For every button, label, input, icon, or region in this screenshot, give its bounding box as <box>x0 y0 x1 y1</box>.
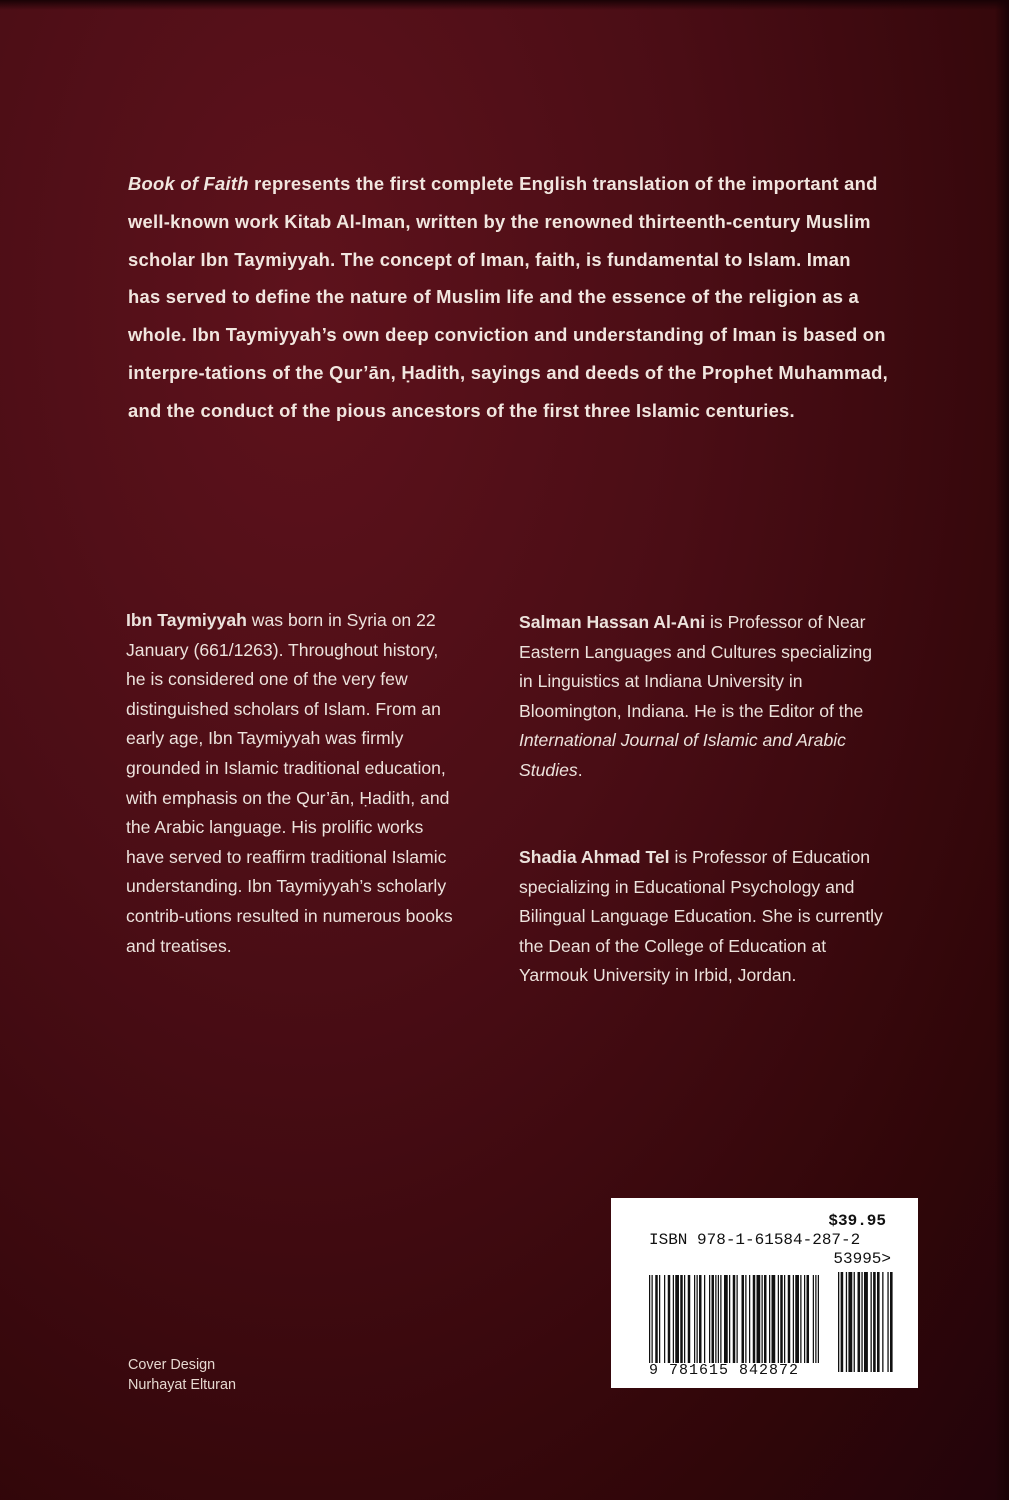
salman-al-ani-bio <box>519 608 889 786</box>
isbn-text: ISBN 978-1-61584-287-2 <box>649 1231 861 1249</box>
book-title-italic: Book of Faith <box>128 173 249 194</box>
top-edge-shadow <box>0 0 1009 10</box>
price-text: $39.95 <box>828 1212 886 1230</box>
book-description <box>128 165 888 430</box>
barcode-digits: 9 781615 842872 <box>649 1362 800 1379</box>
salman-al-ani-bio-text: is Professor of Near Eastern Languages and Cultures specializing in Linguistics at Indiana University in Bloomington, Indiana. He is the Editor of the <box>519 612 873 721</box>
shadia-tel-bio-text: is Professor of Education specializing in Educational Psychology and Bilingual Language Education. She is currently the Dean of the College of Education at Yarmouk University in Irbid, Jordan. <box>519 847 883 986</box>
ibn-taymiyyah-bio-text: was born in Syria on 22 January (661/1263). Throughout history, he is considered one of the very few distinguished scholars of Islam. From an early age, Ibn Taymiyyah was firmly grounded in Islamic traditional education, with emphasis on the Qur’ān, Ḥadith, and the Arabic language. His prolific works have served to reaffirm traditional Islamic understanding. Ibn Taymiyyah’s scholarly contrib-utions resulted in numerous books and treatises. <box>126 610 453 956</box>
book-description-text: represents the first complete English translation of the important and well-known work Kitab Al-Iman, written by the renowned thirteenth-century Muslim scholar Ibn Taymiyyah. The concept of Iman, faith, is fundamental to Islam. Iman has served to define the nature of Muslim life and the essence of the religion as a whole. Ibn Taymiyyah’s own deep conviction and understanding of Iman is based on interpre-tations of the Qur’ān, Ḥadith, sayings and deeds of the Prophet Muhammad, and the conduct of the pious ancestors of the first three Islamic centuries. <box>128 173 888 421</box>
cover-design-credit <box>128 1355 236 1395</box>
addon-barcode-icon <box>838 1272 908 1372</box>
ean-barcode-icon <box>649 1275 829 1363</box>
shadia-tel-bio <box>519 843 889 991</box>
salman-al-ani-name: Salman Hassan Al-Ani <box>519 612 706 632</box>
right-edge-shadow <box>995 0 1009 1500</box>
barcode-label <box>611 1198 918 1388</box>
salman-al-ani-bio-end: . <box>577 759 583 780</box>
credit-designer-name: Nurhayat Elturan <box>128 1377 236 1393</box>
journal-title-italic: International Journal of Islamic and Arabic Studies <box>519 730 846 780</box>
credit-label: Cover Design <box>128 1357 216 1373</box>
addon-code-text: 53995> <box>833 1250 891 1268</box>
ibn-taymiyyah-bio <box>126 606 456 961</box>
shadia-tel-name: Shadia Ahmad Tel <box>519 847 670 867</box>
ibn-taymiyyah-name: Ibn Taymiyyah <box>126 610 247 630</box>
